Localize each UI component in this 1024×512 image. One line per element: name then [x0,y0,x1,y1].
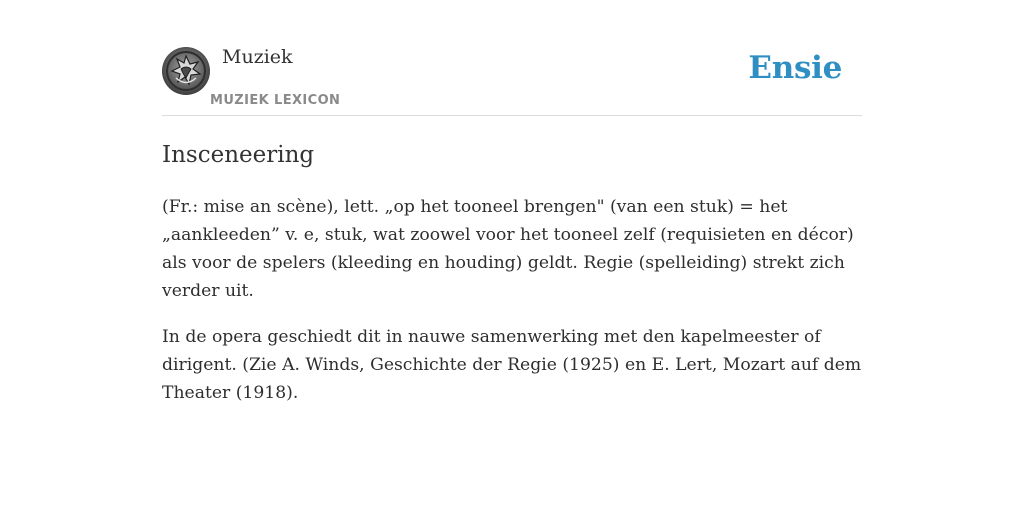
entry-body [162,193,862,407]
entry-paragraph: (Fr.: mise an scène), lett. „op het tooneel brengen" (van een stuk) = het „aankleeden” v. e, stuk, wat zoowel voor het tooneel zelf (requisieten en décor) als voor de spelers (kleeding en houding) geldt. Regie (spelleiding) strekt zich verder uit. [162,197,854,301]
avatar[interactable] [162,47,210,95]
entry-paragraph: In de opera geschiedt dit in nauwe samenwerking met den kapelmeester of dirigent. (Zie A. Winds, Geschichte der Regie (1925) en E. Lert, Mozart auf dem Theater (1918). [162,327,862,403]
source-title[interactable]: Muziek [222,46,293,68]
header [162,0,862,116]
brand-logo[interactable]: Ensie [748,50,842,86]
entry-title: Insceneering [162,142,315,168]
dragon-emblem-icon [162,47,210,95]
page [162,0,862,407]
source-subtitle: MUZIEK LEXICON [210,93,341,108]
